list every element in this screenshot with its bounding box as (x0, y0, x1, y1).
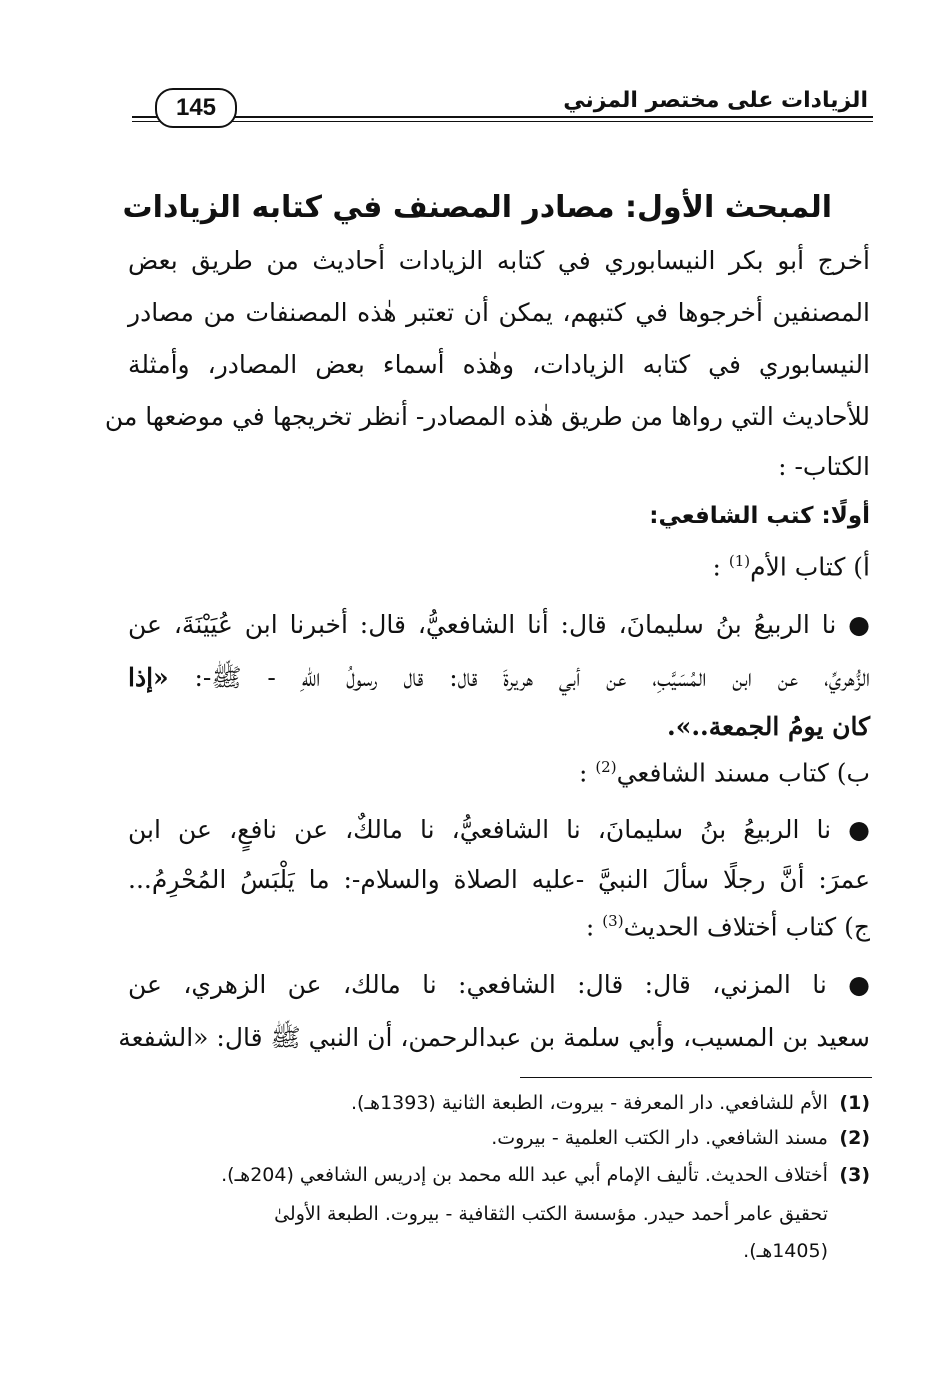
footnote-2 (128, 1127, 870, 1149)
footnote-number: (1) (839, 1092, 870, 1114)
footnote-text: أختلاف الحديث. تأليف الإمام أبي عبد الله محمد بن إدريس الشافعي (204هـ). (221, 1164, 828, 1186)
narration-c-line-2: سعيد بن المسيب، وأبي سلمة بن عبدالرحمن، أن النبي ﷺ قال: «الشفعة (118, 1023, 870, 1052)
footnote-3-continued-2: (1405هـ). (743, 1240, 828, 1262)
source-heading-a (712, 552, 870, 581)
narration-a-line-1: ● نا الربيعُ بنُ سليمانَ، قال: أنا الشافعيُّ، قال: أخبرنا ابن عُيَيْنَةَ، عن (128, 610, 870, 639)
narration-b-line-1: ● نا الربيعُ بنُ سليمانَ، نا الشافعيُّ، نا مالكٌ، عن نافعٍ، عن ابن (128, 815, 870, 844)
source-heading-c (586, 912, 870, 941)
subsection-heading: أولًا: كتب الشافعي: (649, 503, 870, 529)
footnote-ref: (1) (728, 552, 751, 570)
source-label: ب) كتاب مسند الشافعي (616, 758, 870, 788)
source-colon: : (585, 912, 603, 942)
footnote-3-continued-1: تحقيق عامر أحمد حيدر. مؤسسة الكتب الثقافية - بيروت. الطبعة الأولىٰ (274, 1203, 828, 1225)
footnote-ref: (3) (602, 912, 624, 930)
narration-a-line-2 (128, 662, 870, 699)
header-rule (132, 116, 873, 118)
source-label: ج) كتاب أختلاف الحديث (623, 912, 870, 942)
hadith-quote: «إذا (128, 663, 169, 692)
running-head-title: الزيادات على مختصر المزني (563, 88, 868, 113)
intro-line-5: الكتاب- : (778, 452, 870, 481)
footnote-text: الأم للشافعي. دار المعرفة - بيروت، الطبعة الثانية (1393هـ). (351, 1092, 828, 1114)
footnote-1 (128, 1092, 870, 1114)
footnote-text: مسند الشافعي. دار الكتب العلمية - بيروت. (491, 1127, 828, 1149)
intro-line-2: المصنفين أخرجوها في كتبهم، يمكن أن تعتبر هٰذه المصنفات من مصادر (128, 298, 870, 327)
intro-line-4: للأحاديث التي رواها من طريق هٰذه المصادر- أنظر تخريجها في موضعها من (104, 402, 870, 431)
intro-line-3: النيسابوري في كتابه الزيادات، وهٰذه أسماء بعض المصادر، وأمثلة (128, 350, 870, 379)
source-colon: : (578, 758, 596, 788)
source-colon: : (712, 552, 729, 582)
footnote-ref: (2) (595, 758, 617, 776)
header-rule-thin (132, 121, 873, 122)
source-heading-b (579, 758, 870, 787)
footnote-separator (520, 1077, 872, 1078)
page-number: 145 (155, 88, 237, 128)
source-label: أ) كتاب الأم (750, 552, 870, 582)
section-title: المبحث الأول: مصادر المصنف في كتابه الزيادات (122, 190, 832, 225)
footnote-number: (2) (839, 1127, 870, 1149)
narration-text: الزُّهريِّ، عن ابن المُسَيَّبِ، عن أبي هريرةَ قال: قال رسولُ اللهِ - ﷺ-: (168, 663, 870, 692)
narration-b-line-2: عمرَ: أنَّ رجلًا سألَ النبيَّ -عليه الصلاة والسلام-: ما يَلْبَسُ المُحْرِمُ... (128, 865, 870, 894)
intro-line-1: أخرج أبو بكر النيسابوري في كتابه الزيادات أحاديث من طريق بعض (128, 246, 870, 275)
narration-a-line-3: كان يومُ الجمعة..». (667, 712, 870, 741)
narration-c-line-1: ● نا المزني، قال: قال: الشافعي: نا مالك، عن الزهري، عن (128, 970, 870, 999)
footnote-number: (3) (839, 1164, 870, 1186)
footnote-3 (128, 1164, 870, 1186)
